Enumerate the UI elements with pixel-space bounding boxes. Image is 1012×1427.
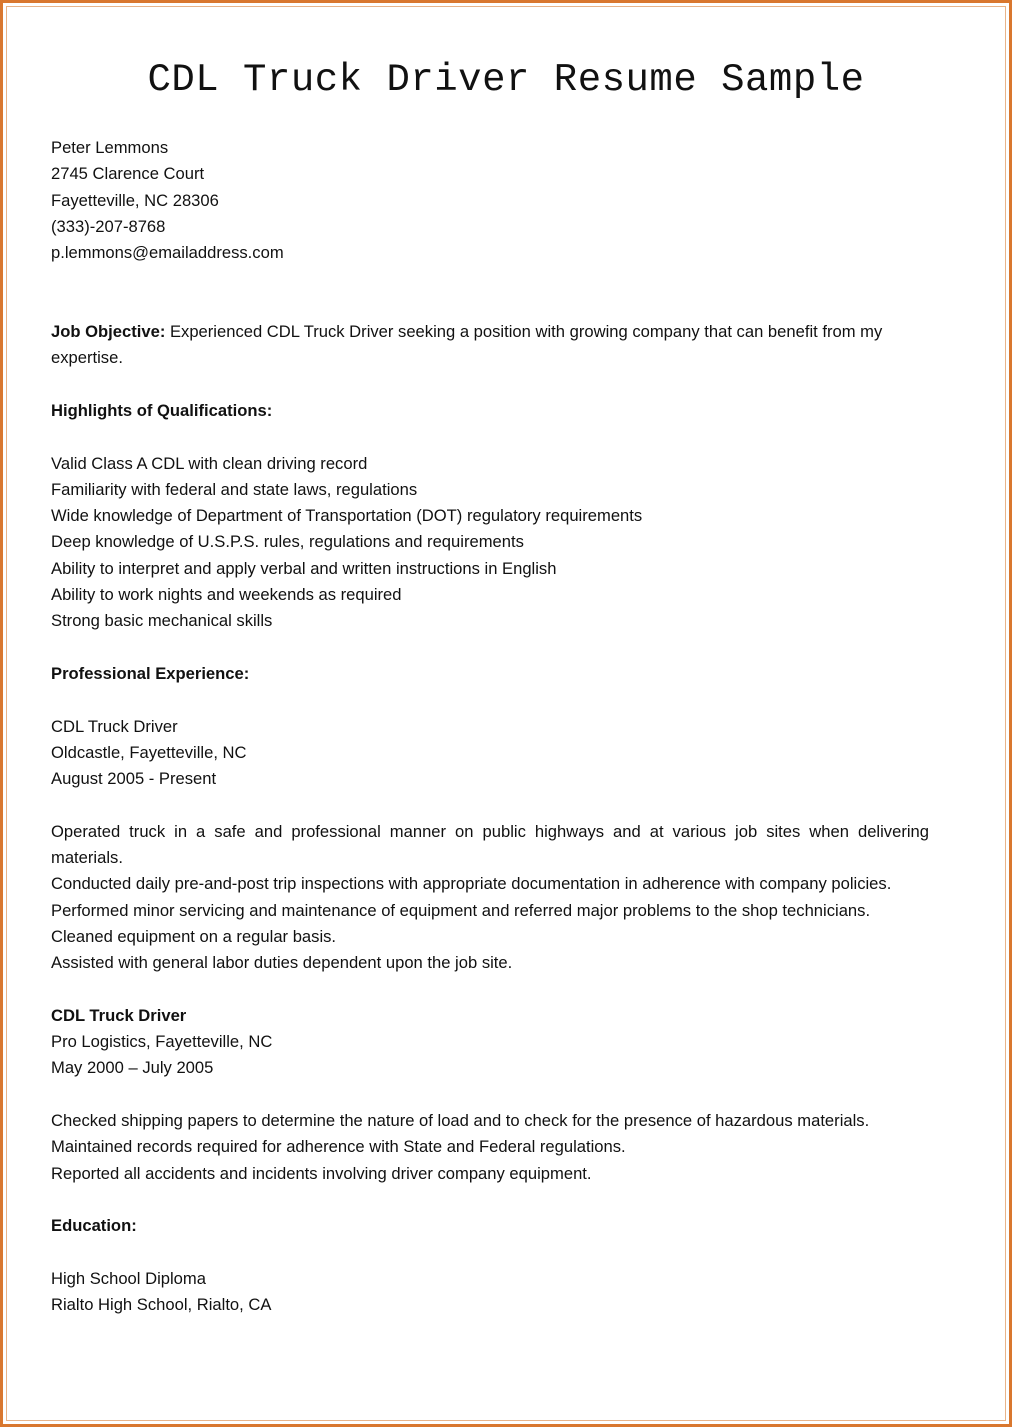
education-degree: High School Diploma [51,1268,206,1288]
job-dates: May 2000 – July 2005 [51,1058,214,1078]
qualification-item: Familiarity with federal and state laws, regulations [51,479,418,499]
contact-city: Fayetteville, NC 28306 [51,190,219,210]
education-school: Rialto High School, Rialto, CA [51,1295,272,1315]
job-company: Oldcastle, Fayetteville, NC [51,742,247,762]
job-duty: Cleaned equipment on a regular basis. [51,926,337,946]
contact-block [51,135,929,266]
qualification-item: Ability to work nights and weekends as required [51,585,402,605]
qualifications-list [51,451,929,635]
job-dates: August 2005 - Present [51,769,217,789]
contact-email: p.lemmons@emailaddress.com [51,243,284,263]
job-entry [51,714,929,977]
qualification-item: Strong basic mechanical skills [51,611,273,631]
qualification-item: Wide knowledge of Department of Transportation (DOT) regulatory requirements [51,506,643,526]
experience-heading: Professional Experience: [51,663,250,683]
job-objective [51,319,929,372]
job-duty: Reported all accidents and incidents involving driver company equipment. [51,1163,592,1183]
contact-phone: (333)-207-8768 [51,216,166,236]
job-objective-text: Experienced CDL Truck Driver seeking a position with growing company that can benefit from my expertise. [51,322,883,368]
contact-street: 2745 Clarence Court [51,164,205,184]
contact-name: Peter Lemmons [51,138,169,157]
job-objective-label: Job Objective: [51,322,166,342]
job-title: CDL Truck Driver [51,1005,187,1025]
job-title: CDL Truck Driver [51,716,178,736]
job-entry [51,1003,929,1187]
education-heading: Education: [51,1216,137,1236]
qualification-item: Deep knowledge of U.S.P.S. rules, regulations and requirements [51,532,524,552]
resume-body [51,135,929,1318]
job-duty: Performed minor servicing and maintenance of equipment and referred major problems to the shop technicians. [51,900,871,920]
job-duty: Maintained records required for adherence with State and Federal regulations. [51,1137,626,1157]
job-company: Pro Logistics, Fayetteville, NC [51,1032,273,1052]
job-duty: Operated truck in a safe and professional manner on public highways and at various job sites when delivering materials. [51,821,929,868]
job-duty: Assisted with general labor duties dependent upon the job site. [51,953,513,973]
document-title: CDL Truck Driver Resume Sample [147,58,865,102]
qualifications-heading: Highlights of Qualifications: [51,400,273,420]
job-duty: Checked shipping papers to determine the nature of load and to check for the presence of hazardous materials. [51,1110,870,1130]
education-block [51,1266,929,1319]
qualification-item: Valid Class A CDL with clean driving record [51,453,368,473]
qualification-item: Ability to interpret and apply verbal and written instructions in English [51,558,557,578]
job-duty: Conducted daily pre-and-post trip inspections with appropriate documentation in adherence with company policies. [51,874,892,894]
